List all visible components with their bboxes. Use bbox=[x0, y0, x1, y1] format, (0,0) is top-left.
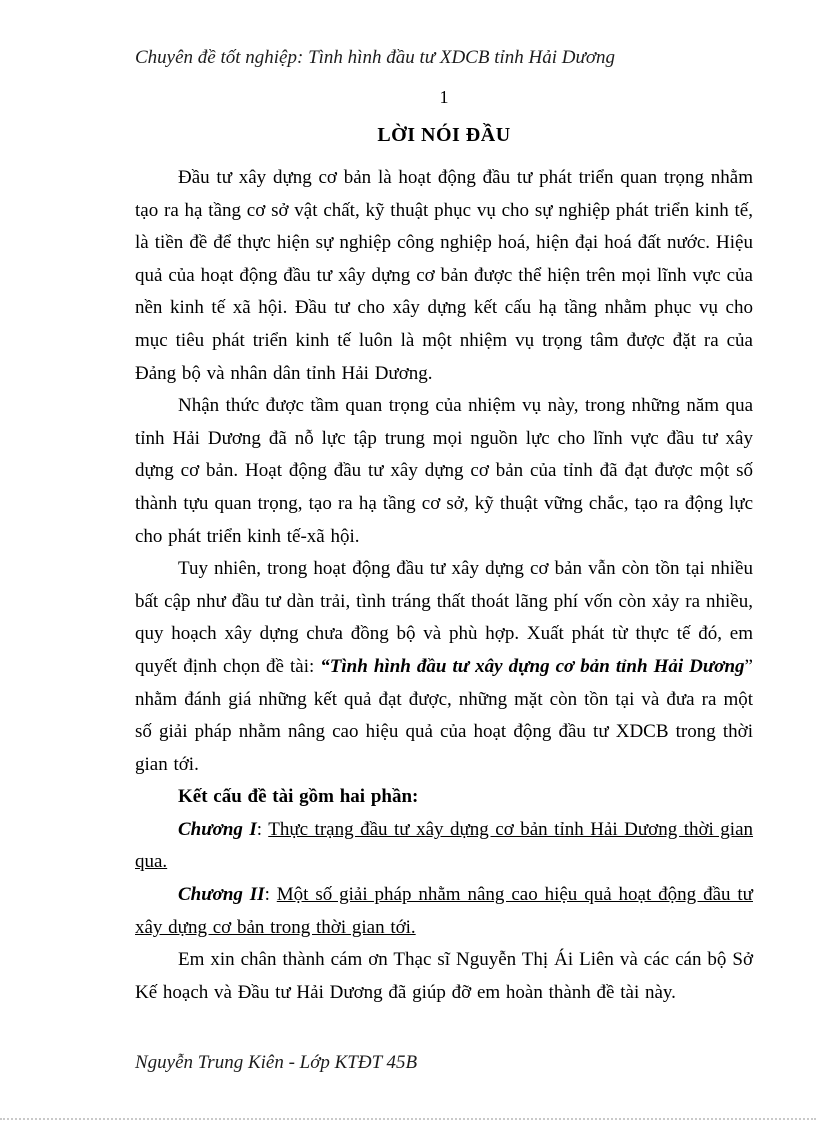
paragraph-intro: Đầu tư xây dựng cơ bản là hoạt động đầu tư phát triển quan trọng nhằm tạo ra hạ tầng cơ sở vật chất, kỹ thuật phục vụ cho sự nghiệp phát triển kinh tế, là tiền đề để thực hiện sự nghiệp công nghiệp hoá, hiện đại hoá đất nước. Hiệu quả của hoạt động đầu tư xây dựng cơ bản được thể hiện trên mọi lĩnh vực của nền kinh tế xã hội. Đầu tư cho xây dựng kết cấu hạ tầng nhằm phục vụ cho mục tiêu phát triển kinh tế luôn là một nhiệm vụ trọng tâm được đặt ra của Đảng bộ và nhân dân tỉnh Hải Dương. bbox=[135, 167, 753, 384]
running-header-text: Chuyên đề tốt nghiệp: Tình hình đầu tư XDCB tỉnh Hải Dương bbox=[135, 47, 615, 68]
structure-heading: Kết cấu đề tài gồm hai phần: bbox=[178, 786, 419, 808]
page-number: 1 bbox=[439, 87, 449, 107]
author-class-text: Nguyễn Trung Kiên - Lớp KTĐT 45B bbox=[135, 1052, 418, 1073]
chapter-1-label: Chương I bbox=[178, 818, 257, 840]
paragraph-awareness: Nhận thức được tầm quan trọng của nhiệm vụ này, trong những năm qua tỉnh Hải Dương đã nỗ lực tập trung mọi nguồn lực cho lĩnh vực đầu tư xây dựng cơ bản. Hoạt động đầu tư xây dựng cơ bản của tỉnh đã đạt được một số thành tựu quan trọng, tạo ra hạ tầng cơ sở, kỹ thuật vững chắc, tạo ra động lực cho phát triển kinh tế-xã hội. bbox=[135, 395, 753, 547]
chapter-2-line bbox=[135, 879, 753, 944]
chapter-1-description: Thực trạng đầu tư xây dựng cơ bản tỉnh Hải Dương thời gian qua. bbox=[135, 818, 754, 873]
thesis-topic-title: “Tình hình đầu tư xây dựng cơ bản tỉnh Hải Dương bbox=[320, 655, 745, 677]
paragraph-topic-choice bbox=[135, 553, 753, 781]
paragraph-topic-post-text: ” nhằm đánh giá những kết quả đạt được, những mặt còn tồn tại và đưa ra một số giải pháp nhằm nâng cao hiệu quả của hoạt động đầu tư XDCB trong thời gian tới. bbox=[135, 655, 753, 775]
running-header bbox=[135, 46, 753, 70]
chapter-2-colon: : bbox=[264, 884, 277, 906]
chapter-2-description: Một số giải pháp nhằm nâng cao hiệu quả hoạt động đầu tư xây dựng cơ bản trong thời gian tới. bbox=[135, 884, 753, 938]
paragraph-acknowledgement: Em xin chân thành cám ơn Thạc sĩ Nguyễn Thị Ái Liên và các cán bộ Sở Kế hoạch và Đầu tư Hải Dương đã giúp đỡ em hoàn thành đề tài này. bbox=[135, 949, 753, 1003]
section-title: LỜI NÓI ĐẦU bbox=[377, 124, 511, 146]
chapter-1-colon: : bbox=[256, 818, 269, 840]
document-body bbox=[135, 124, 753, 1009]
running-footer bbox=[135, 1051, 753, 1075]
paragraph-topic-pre-text: Tuy nhiên, trong hoạt động đầu tư xây dựng cơ bản vẫn còn tồn tại nhiều bất cập như đầu tư dàn trải, tình tráng thất thoát lãng phí vốn còn xảy ra nhiều, quy hoạch xây dựng chưa đồng bộ và phù hợp. Xuất phát từ thực tế đó, em quyết định chọn đề tài: bbox=[135, 558, 753, 677]
chapter-1-line bbox=[135, 814, 753, 879]
page-break-line bbox=[0, 1118, 816, 1120]
chapter-2-label: Chương II bbox=[178, 884, 265, 906]
